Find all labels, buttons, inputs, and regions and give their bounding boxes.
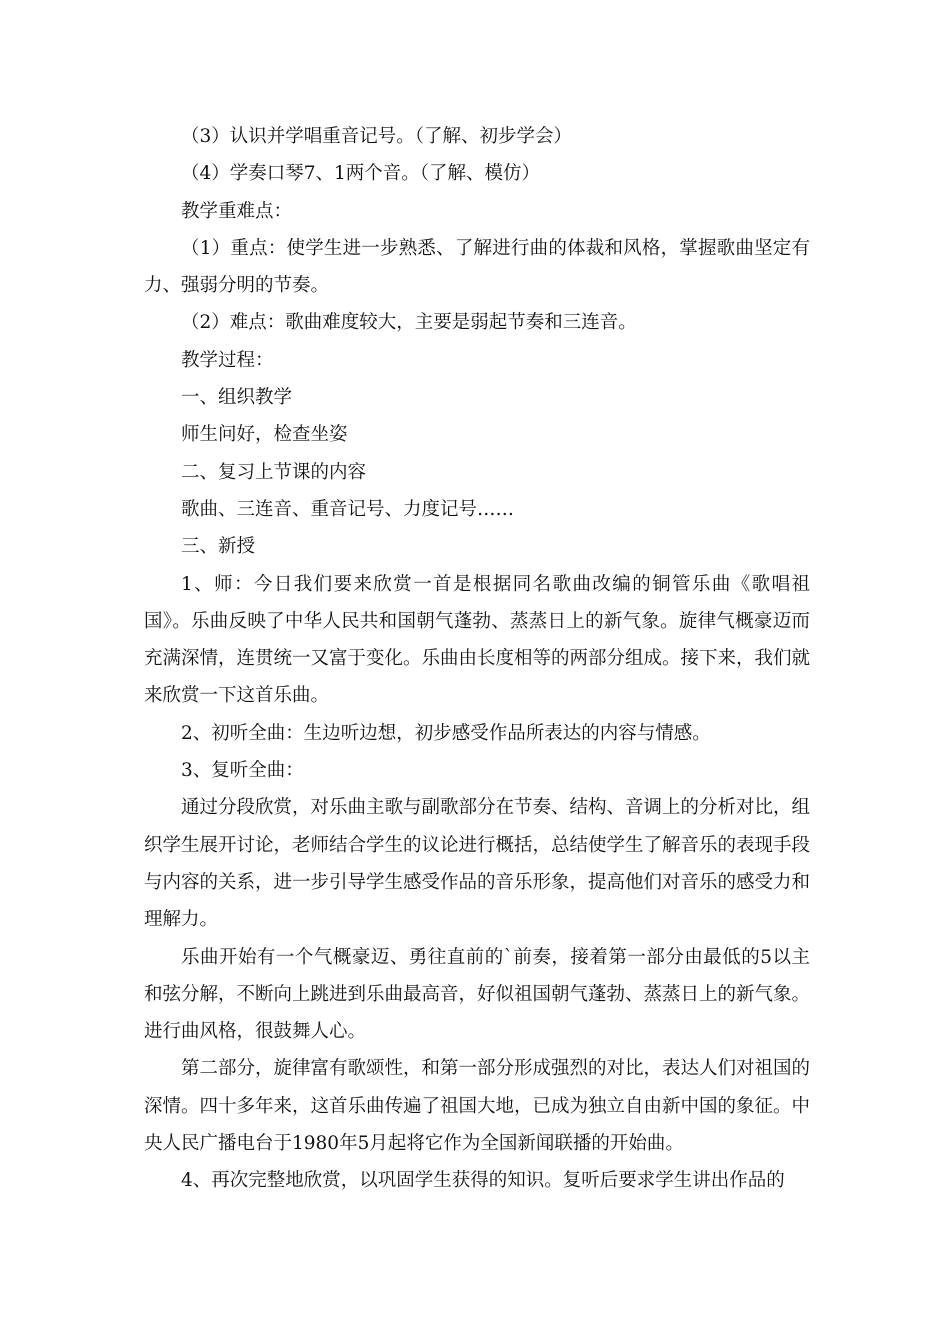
paragraph-step-2: 2、初听全曲：生边听边想，初步感受作品所表达的内容与情感。 <box>181 722 711 744</box>
heading-review: 二、复习上节课的内容 <box>181 461 367 483</box>
paragraph-step-3: 3、复听全曲： <box>181 760 304 782</box>
paragraph-step-1: 1、师：今日我们要来欣赏一首是根据同名歌曲改编的铜管乐曲《歌唱祖国》。乐曲反映了中华人民共和国朝气蓬勃、蒸蒸日上的新气象。旋律气概豪迈而充满深情，连贯统一又富于变化。乐曲由长度相等的两部分组成。接下来，我们就来欣赏一下这首乐曲。 <box>144 573 811 707</box>
paragraph-part-one: 乐曲开始有一个气概豪迈、勇往直前的`前奏，接着第一部分由最低的5以主和弦分解，不断向上跳进到乐曲最高音，好似祖国朝气蓬勃、蒸蒸日上的新气象。进行曲风格，很鼓舞人心。 <box>144 946 811 1043</box>
heading-new-lesson: 三、新授 <box>181 536 256 558</box>
paragraph-analysis: 通过分段欣赏，对乐曲主歌与副歌部分在节奏、结构、音调上的分析对比，组织学生展开讨论，老师结合学生的议论进行概括，总结使学生了解音乐的表现手段与内容的关系，进一步引导学生感受作品的音乐形象，提高他们对音乐的感受力和理解力。 <box>144 797 811 931</box>
paragraph-greeting: 师生问好，检查坐姿 <box>181 424 348 446</box>
paragraph-review-items: 歌曲、三连音、重音记号、力度记号…… <box>181 498 515 520</box>
heading-organize-teaching: 一、组织教学 <box>181 387 293 409</box>
paragraph-part-two: 第二部分，旋律富有歌颂性，和第一部分形成强烈的对比，表达人们对祖国的深情。四十多年来，这首乐曲传遍了祖国大地，已成为独立自由新中国的象征。中央人民广播电台于1980年5月起将它作为全国新闻联播的开始曲。 <box>144 1058 811 1155</box>
paragraph-key-point: （1）重点：使学生进一步熟悉、了解进行曲的体裁和风格，掌握歌曲坚定有力、强弱分明的节奏。 <box>144 237 810 297</box>
paragraph-step-4: 4、再次完整地欣赏，以巩固学生获得的知识。复听后要求学生讲出作品的 <box>181 1170 785 1192</box>
paragraph-objective-4: （4）学奏口琴7、1两个音。（了解、模仿） <box>181 163 541 185</box>
document-body <box>144 118 810 1200</box>
paragraph-difficult-point: （2）难点：歌曲难度较大，主要是弱起节奏和三连音。 <box>181 312 637 334</box>
heading-key-points: 教学重难点： <box>181 200 293 222</box>
heading-teaching-process: 教学过程： <box>181 349 274 371</box>
paragraph-objective-3: （3）认识并学唱重音记号。（了解、初步学会） <box>181 126 573 147</box>
